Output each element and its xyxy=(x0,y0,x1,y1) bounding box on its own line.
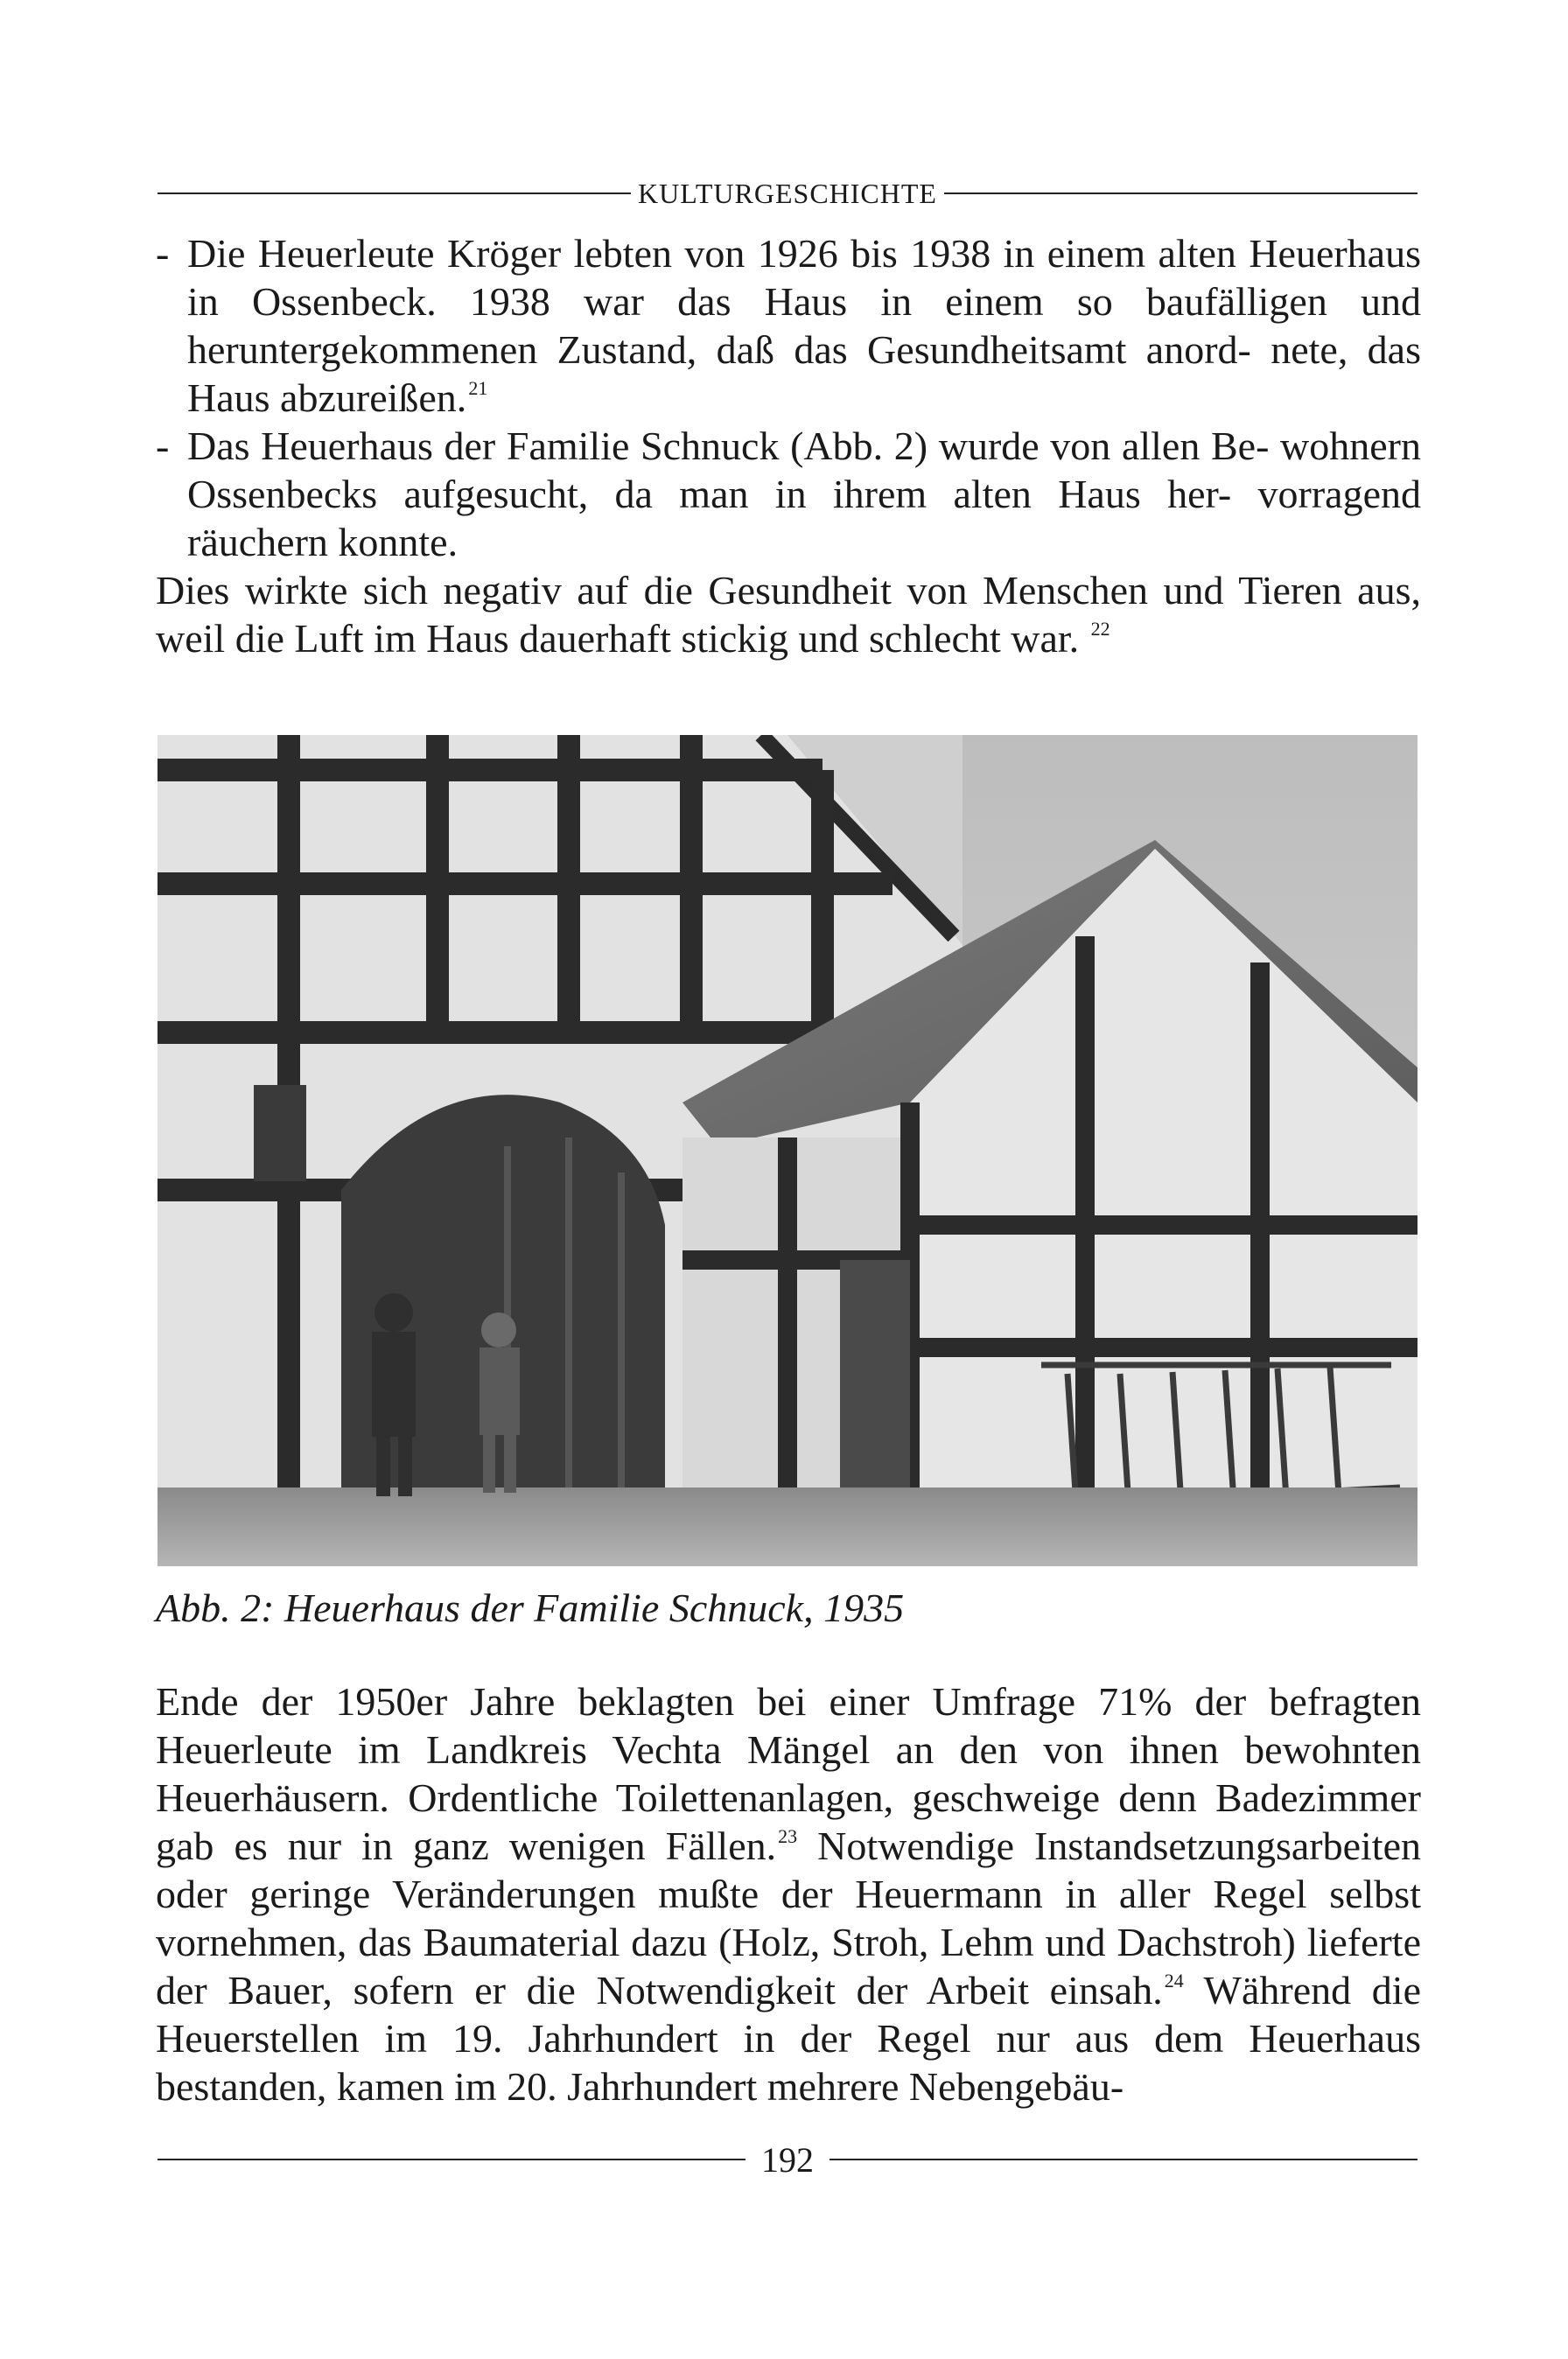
page-number: 192 xyxy=(761,2139,814,2180)
paragraph-text: Ende der 1950er Jahre beklagten bei einer Umfrage 71% der befragten Heuerleute im Landkreis Vechta Mängel an den von ihnen bewohnten Heuerhäusern. Ordentliche Toilettenanlagen, geschweige denn Badezimmer gab es nur in ganz wenigen Fällen. xyxy=(156,1679,1421,1868)
running-header xyxy=(158,172,1418,215)
list-line: Die Heuerleute Kröger lebten von 1926 bis 1938 in einem alten xyxy=(187,231,1236,276)
footer-rule-right xyxy=(830,2159,1418,2160)
photo-heuerhaus-illustration xyxy=(158,735,1418,1566)
figure-caption: Abb. 2: Heuerhaus der Familie Schnuck, 1935 xyxy=(156,1586,905,1630)
bottom-text-block xyxy=(156,1677,1421,2110)
list-line: vorragend räuchern konnte. xyxy=(187,472,1422,564)
list-item xyxy=(156,422,1421,566)
list-line: nete, das Haus abzureißen. xyxy=(187,327,1421,420)
paragraph xyxy=(156,566,1421,662)
footnote-ref: 23 xyxy=(778,1825,798,1847)
paragraph-text: Dies wirkte sich negativ auf die Gesundheit von Menschen und Tieren aus, weil die Luft im Haus dauerhaft stickig und schlecht war. xyxy=(156,568,1421,661)
figure-photo xyxy=(158,735,1418,1566)
bullet-list xyxy=(156,229,1421,566)
list-line: Das Heuerhaus der Familie Schnuck (Abb. 2) wurde von allen Be- xyxy=(187,424,1270,468)
paragraph-text: Notwendige Instandsetzungsarbeiten oder geringe Veränderungen mußte der Heuermann in aller Regel selbst vornehmen, das Baumaterial dazu (Holz, Stroh, Lehm und Dachstroh) lieferte der Bauer, sofern er die Notwendigkeit der Arbeit einsah. xyxy=(156,1824,1421,2012)
running-footer xyxy=(158,2135,1418,2184)
list-item xyxy=(156,229,1421,422)
list-dash: - xyxy=(156,424,170,468)
header-title: KULTURGESCHICHTE xyxy=(638,177,937,209)
header-rule-left xyxy=(158,192,631,194)
header-rule-right xyxy=(944,192,1418,194)
footnote-ref: 22 xyxy=(1090,618,1110,640)
footnote-ref: 24 xyxy=(1164,1970,1184,1992)
list-line: wohnern Ossenbecks aufgesucht, da man in ihrem alten Haus her- xyxy=(187,424,1422,516)
paragraph xyxy=(156,1677,1421,2110)
paragraph-text: Während die Heuerstellen im 19. Jahrhundert in der Regel nur aus dem Heuerhaus bestanden, kamen im 20. Jahrhundert mehrere Nebengebäu- xyxy=(156,1968,1422,2109)
footnote-ref: 21 xyxy=(468,377,488,399)
list-line: und heruntergekommenen Zustand, daß das Gesundheitsamt anord- xyxy=(187,279,1421,372)
footer-rule-left xyxy=(158,2159,746,2160)
list-dash: - xyxy=(156,231,170,276)
top-text-block xyxy=(156,229,1421,662)
list-line: Heuerhaus in Ossenbeck. 1938 war das Haus in einem so baufälligen xyxy=(187,231,1422,324)
